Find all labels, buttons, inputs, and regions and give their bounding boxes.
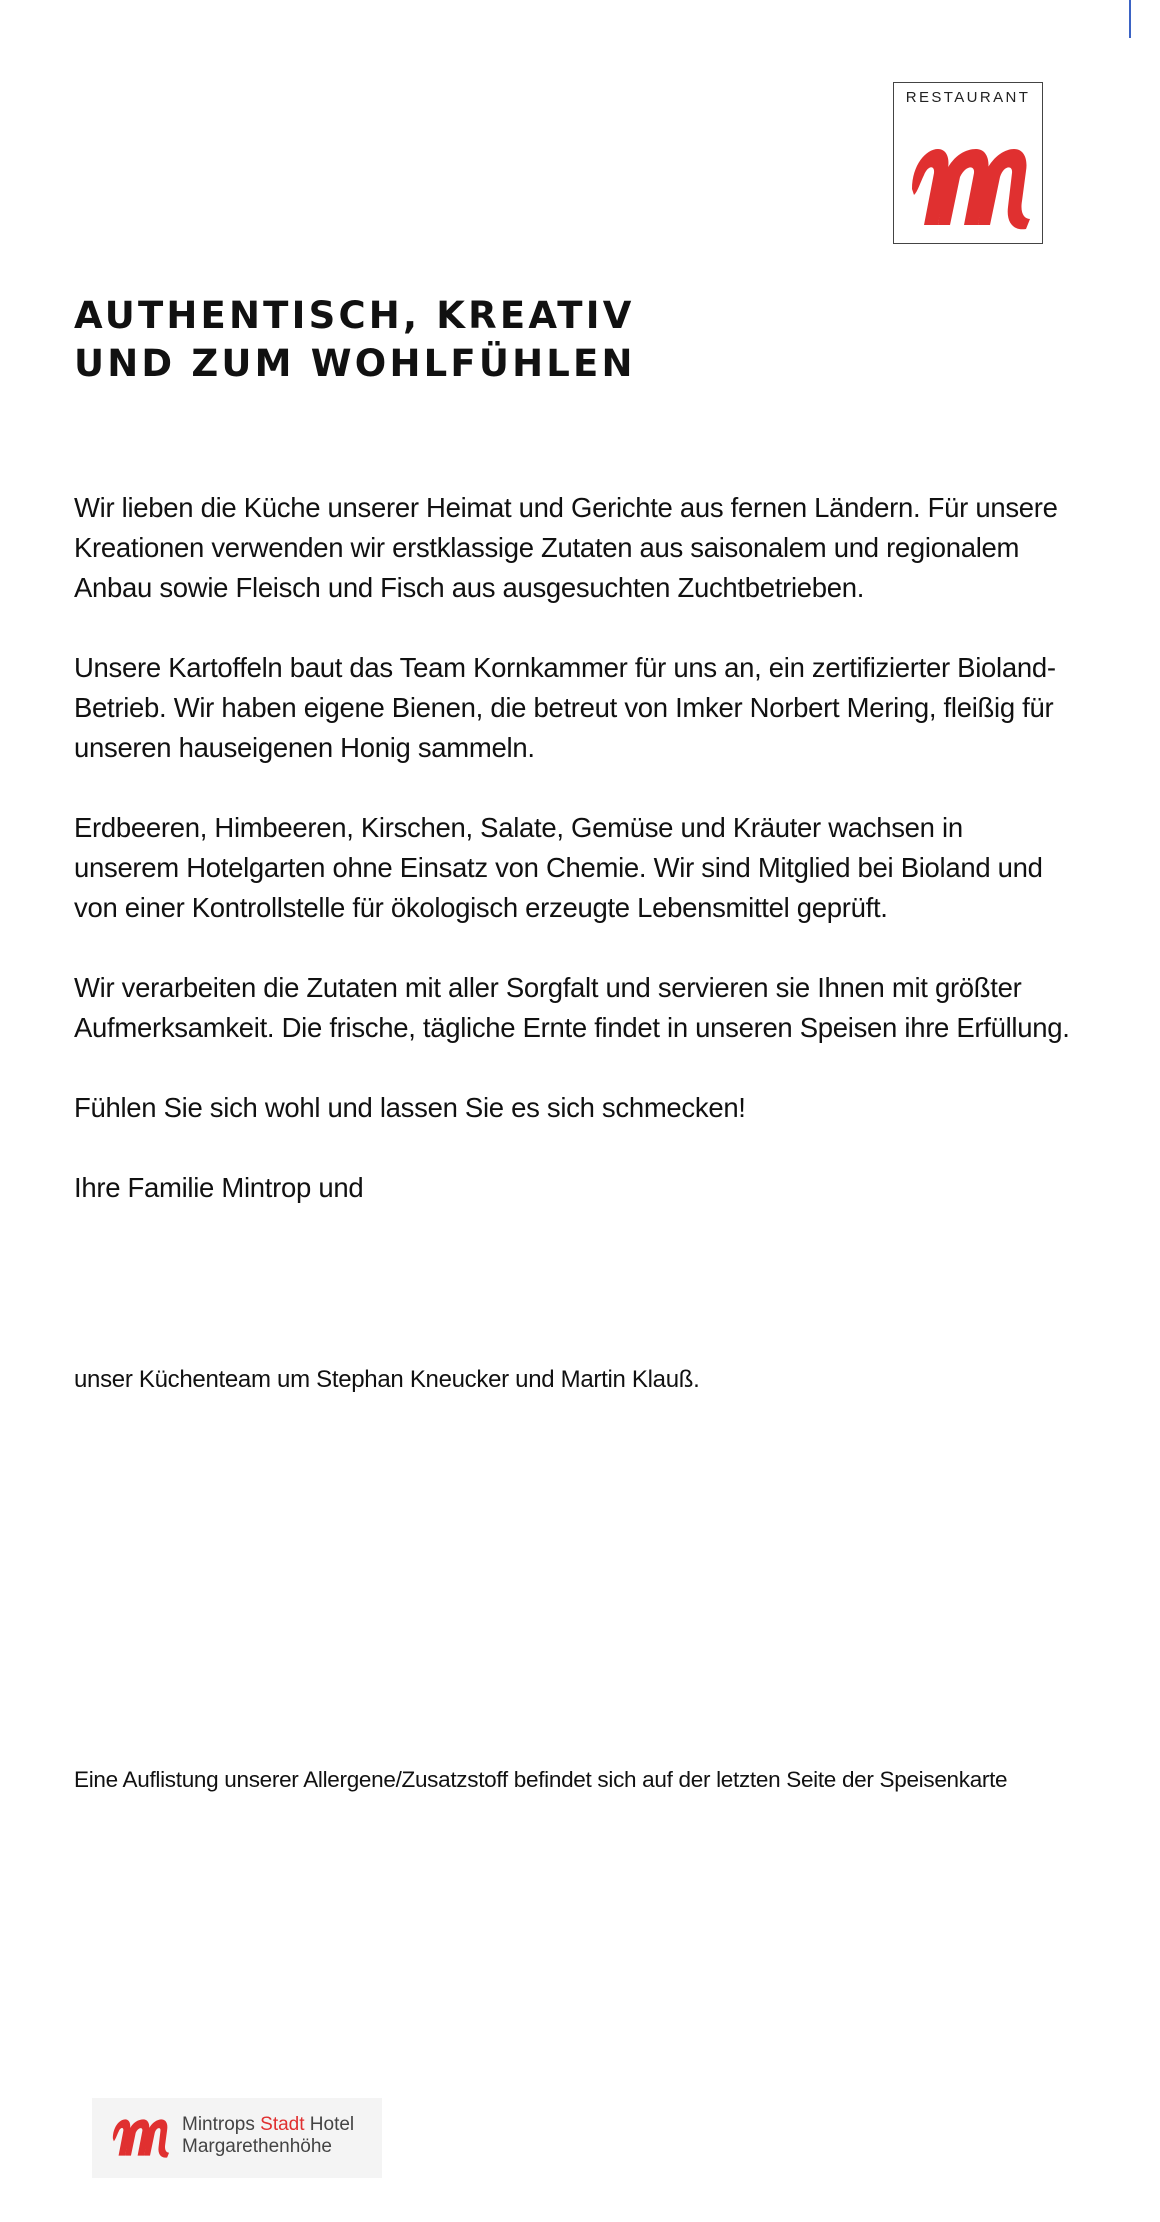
hotel-footer-logo: [92, 2098, 382, 2178]
page-edge-marker: [1129, 0, 1131, 38]
restaurant-logo: [893, 82, 1043, 244]
allergen-note: Eine Auflistung unserer Allergene/Zusatzstoff befindet sich auf der letzten Seite der Speisenkarte: [74, 1767, 1008, 1792]
paragraph: Wir verarbeiten die Zutaten mit aller Sorgfalt und servieren sie Ihnen mit größter Aufmerksamkeit. Die frische, tägliche Ernte findet in unseren Speisen ihre Erfüllung.: [74, 972, 1070, 1043]
hotel-name-part-1: Mintrops: [182, 2114, 261, 2135]
hotel-name: [182, 2114, 354, 2158]
kitchen-team-line: unser Küchenteam um Stephan Kneucker und Martin Klauß.: [74, 1366, 700, 1393]
headline-line-1: AUTHENTISCH, KREATIV: [74, 294, 635, 337]
signature-line: Ihre Familie Mintrop und: [74, 1172, 364, 1203]
paragraph: Wir lieben die Küche unserer Heimat und Gerichte aus fernen Ländern. Für unsere Kreationen verwenden wir erstklassige Zutaten aus saisonalem und regionalem Anbau sowie Fleisch und Fisch aus ausgesuchten Zuchtbetrieben.: [74, 492, 1058, 603]
paragraph: Unsere Kartoffeln baut das Team Kornkammer für uns an, ein zertifizierter Bioland-Betrieb. Wir haben eigene Bienen, die betreut von Imker Norbert Mering, fleißig für unseren hauseigenen Honig sammeln.: [74, 652, 1056, 763]
hotel-name-accent: Stadt: [260, 2114, 305, 2135]
closing-greeting: Fühlen Sie sich wohl und lassen Sie es sich schmecken!: [74, 1092, 746, 1123]
headline-line-2: UND ZUM WOHLFÜHLEN: [74, 342, 636, 385]
m-logo-small-icon: [110, 2112, 170, 2162]
paragraph: Erdbeeren, Himbeeren, Kirschen, Salate, Gemüse und Kräuter wachsen in unserem Hotelgarten ohne Einsatz von Chemie. Wir sind Mitglied bei Bioland und von einer Kontrollstelle für ökologisch erzeugte Lebensmittel geprüft.: [74, 812, 1043, 923]
hotel-name-line-1: [182, 2114, 354, 2136]
hotel-subtitle: Margarethenhöhe: [182, 2136, 332, 2157]
m-logo-icon: [906, 141, 1032, 231]
hotel-name-part-3: Hotel: [304, 2114, 355, 2135]
logo-label: RESTAURANT: [905, 89, 1031, 106]
page-headline: [74, 292, 636, 388]
intro-text: [74, 488, 1074, 1248]
